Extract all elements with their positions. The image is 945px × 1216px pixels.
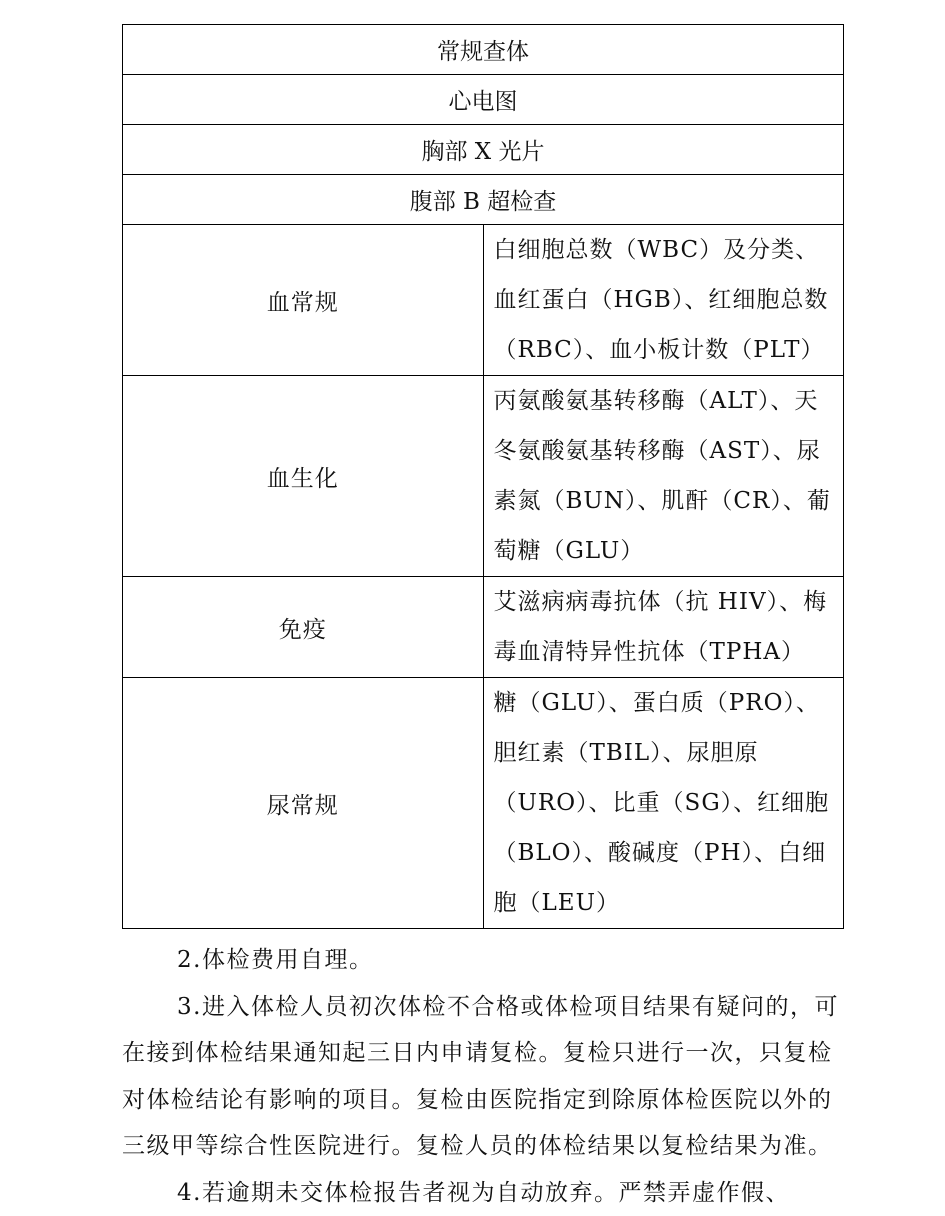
paragraph-deadline: 4.若逾期未交体检报告者视为自动放弃。严禁弄虚作假、	[122, 1170, 844, 1216]
category-cell: 血常规	[123, 225, 484, 376]
paragraph-fee: 2.体检费用自理。	[122, 937, 844, 984]
row-chest-xray: 胸部 X 光片	[123, 125, 844, 175]
items-cell	[483, 225, 844, 376]
table-row	[123, 75, 844, 125]
table-row	[123, 25, 844, 75]
table-row	[123, 678, 844, 929]
row-general-exam: 常规查体	[123, 25, 844, 75]
items-text: 糖（GLU）、蛋白质（PRO）、胆红素（TBIL）、尿胆原（URO）、比重（SG）、红细胞（BLO）、酸碱度（PH）、白细胞（LEU）	[494, 678, 836, 928]
items-text: 丙氨酸氨基转移酶（ALT）、天冬氨酸氨基转移酶（AST）、尿素氮（BUN）、肌酐（CR）、葡萄糖（GLU）	[494, 376, 836, 576]
items-text: 白细胞总数（WBC）及分类、血红蛋白（HGB）、红细胞总数（RBC）、血小板计数（PLT）	[494, 225, 836, 375]
category-cell: 免疫	[123, 577, 484, 678]
items-cell	[483, 577, 844, 678]
table-row	[123, 577, 844, 678]
category-cell: 尿常规	[123, 678, 484, 929]
table-row	[123, 225, 844, 376]
document-page	[122, 24, 844, 1216]
row-ecg: 心电图	[123, 75, 844, 125]
items-text: 艾滋病病毒抗体（抗 HIV）、梅毒血清特异性抗体（TPHA）	[494, 577, 836, 677]
items-cell	[483, 678, 844, 929]
paragraph-recheck: 3.进入体检人员初次体检不合格或体检项目结果有疑问的，可在接到体检结果通知起三日内申请复检。复检只进行一次，只复检对体检结论有影响的项目。复检由医院指定到除原体检医院以外的三级甲等综合性医院进行。复检人员的体检结果以复检结果为准。	[122, 984, 844, 1170]
table-row	[123, 376, 844, 577]
table-row	[123, 125, 844, 175]
category-cell: 血生化	[123, 376, 484, 577]
exam-items-table	[122, 24, 844, 929]
items-cell	[483, 376, 844, 577]
table-row	[123, 175, 844, 225]
row-abdominal-ultrasound: 腹部 B 超检查	[123, 175, 844, 225]
